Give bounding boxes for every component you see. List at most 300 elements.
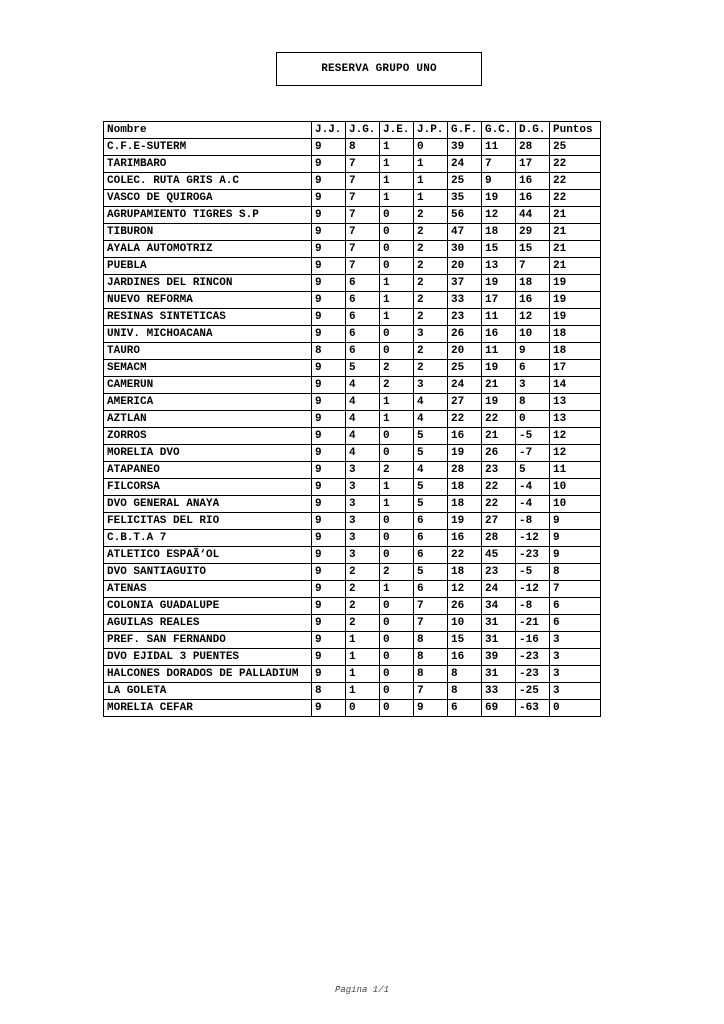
column-header-jg: J.G.	[346, 122, 380, 139]
cell-gc: 9	[482, 173, 516, 190]
column-header-je: J.E.	[380, 122, 414, 139]
cell-gc: 22	[482, 496, 516, 513]
cell-jj: 9	[312, 649, 346, 666]
cell-gc: 16	[482, 326, 516, 343]
cell-jj: 9	[312, 207, 346, 224]
cell-jj: 9	[312, 258, 346, 275]
cell-jg: 1	[346, 666, 380, 683]
cell-je: 2	[380, 360, 414, 377]
cell-name: ATAPANEO	[104, 462, 312, 479]
table-row	[104, 309, 601, 326]
cell-puntos: 3	[550, 632, 601, 649]
cell-jg: 3	[346, 547, 380, 564]
table-row	[104, 258, 601, 275]
cell-name: DVO GENERAL ANAYA	[104, 496, 312, 513]
cell-gf: 23	[448, 309, 482, 326]
cell-jp: 5	[414, 428, 448, 445]
cell-jp: 2	[414, 207, 448, 224]
cell-dg: 28	[516, 139, 550, 156]
cell-jj: 9	[312, 275, 346, 292]
table-row	[104, 411, 601, 428]
cell-dg: -12	[516, 530, 550, 547]
cell-dg: 9	[516, 343, 550, 360]
cell-dg: -23	[516, 649, 550, 666]
cell-name: SEMACM	[104, 360, 312, 377]
cell-gf: 47	[448, 224, 482, 241]
cell-gc: 7	[482, 156, 516, 173]
cell-name: ZORROS	[104, 428, 312, 445]
cell-je: 1	[380, 581, 414, 598]
table-row	[104, 513, 601, 530]
cell-gf: 22	[448, 411, 482, 428]
cell-gf: 12	[448, 581, 482, 598]
cell-puntos: 19	[550, 275, 601, 292]
cell-gc: 22	[482, 411, 516, 428]
cell-name: COLEC. RUTA GRIS A.C	[104, 173, 312, 190]
cell-gf: 26	[448, 326, 482, 343]
table-row	[104, 394, 601, 411]
cell-name: C.B.T.A 7	[104, 530, 312, 547]
cell-dg: 16	[516, 190, 550, 207]
page-footer: Pagina 1/1	[334, 985, 389, 995]
cell-gf: 16	[448, 649, 482, 666]
cell-jg: 1	[346, 649, 380, 666]
cell-jp: 6	[414, 547, 448, 564]
cell-name: AMERICA	[104, 394, 312, 411]
cell-gc: 23	[482, 462, 516, 479]
cell-gc: 28	[482, 530, 516, 547]
cell-name: MORELIA DVO	[104, 445, 312, 462]
cell-jj: 9	[312, 326, 346, 343]
cell-dg: 7	[516, 258, 550, 275]
cell-jg: 3	[346, 496, 380, 513]
cell-gf: 27	[448, 394, 482, 411]
cell-jj: 8	[312, 683, 346, 700]
cell-gf: 26	[448, 598, 482, 615]
cell-jj: 9	[312, 428, 346, 445]
cell-gc: 34	[482, 598, 516, 615]
cell-jp: 2	[414, 275, 448, 292]
cell-name: ATENAS	[104, 581, 312, 598]
table-row	[104, 275, 601, 292]
cell-dg: -8	[516, 513, 550, 530]
cell-gf: 39	[448, 139, 482, 156]
cell-jg: 5	[346, 360, 380, 377]
cell-dg: -7	[516, 445, 550, 462]
cell-puntos: 3	[550, 683, 601, 700]
cell-puntos: 19	[550, 292, 601, 309]
cell-puntos: 8	[550, 564, 601, 581]
cell-name: AGUILAS REALES	[104, 615, 312, 632]
cell-gf: 18	[448, 564, 482, 581]
cell-jp: 5	[414, 445, 448, 462]
cell-gf: 16	[448, 428, 482, 445]
cell-puntos: 19	[550, 309, 601, 326]
cell-puntos: 3	[550, 666, 601, 683]
cell-name: RESINAS SINTETICAS	[104, 309, 312, 326]
cell-jp: 6	[414, 513, 448, 530]
cell-name: FILCORSA	[104, 479, 312, 496]
table-row	[104, 190, 601, 207]
cell-jg: 6	[346, 275, 380, 292]
cell-dg: -21	[516, 615, 550, 632]
cell-jj: 9	[312, 530, 346, 547]
cell-je: 1	[380, 139, 414, 156]
cell-jp: 2	[414, 241, 448, 258]
column-header-name: Nombre	[104, 122, 312, 139]
cell-jg: 3	[346, 530, 380, 547]
cell-jj: 9	[312, 241, 346, 258]
cell-dg: 3	[516, 377, 550, 394]
cell-jp: 1	[414, 173, 448, 190]
cell-dg: 29	[516, 224, 550, 241]
cell-name: TAURO	[104, 343, 312, 360]
cell-gc: 11	[482, 139, 516, 156]
table-row	[104, 666, 601, 683]
cell-jg: 1	[346, 632, 380, 649]
cell-jg: 4	[346, 377, 380, 394]
cell-gc: 17	[482, 292, 516, 309]
cell-jp: 8	[414, 649, 448, 666]
cell-dg: 17	[516, 156, 550, 173]
cell-jg: 1	[346, 683, 380, 700]
cell-jp: 3	[414, 377, 448, 394]
cell-puntos: 6	[550, 615, 601, 632]
cell-name: FELICITAS DEL RIO	[104, 513, 312, 530]
cell-dg: -16	[516, 632, 550, 649]
cell-jg: 0	[346, 700, 380, 717]
cell-jp: 7	[414, 615, 448, 632]
cell-name: NUEVO REFORMA	[104, 292, 312, 309]
cell-je: 0	[380, 513, 414, 530]
cell-name: PREF. SAN FERNANDO	[104, 632, 312, 649]
table-row	[104, 649, 601, 666]
cell-dg: -23	[516, 666, 550, 683]
cell-gc: 11	[482, 343, 516, 360]
cell-jp: 0	[414, 139, 448, 156]
cell-gc: 33	[482, 683, 516, 700]
cell-gc: 27	[482, 513, 516, 530]
cell-jg: 3	[346, 462, 380, 479]
cell-puntos: 6	[550, 598, 601, 615]
cell-jj: 8	[312, 343, 346, 360]
cell-dg: 10	[516, 326, 550, 343]
cell-gc: 11	[482, 309, 516, 326]
cell-puntos: 12	[550, 445, 601, 462]
cell-gf: 24	[448, 156, 482, 173]
cell-gf: 25	[448, 173, 482, 190]
cell-dg: 16	[516, 173, 550, 190]
cell-je: 1	[380, 292, 414, 309]
cell-gc: 23	[482, 564, 516, 581]
cell-gf: 37	[448, 275, 482, 292]
cell-gc: 39	[482, 649, 516, 666]
cell-puntos: 21	[550, 224, 601, 241]
cell-jg: 7	[346, 190, 380, 207]
cell-name: JARDINES DEL RINCON	[104, 275, 312, 292]
cell-gc: 45	[482, 547, 516, 564]
table-header-row	[104, 122, 601, 139]
cell-jj: 9	[312, 190, 346, 207]
cell-puntos: 7	[550, 581, 601, 598]
cell-jg: 2	[346, 564, 380, 581]
cell-jj: 9	[312, 411, 346, 428]
cell-puntos: 22	[550, 156, 601, 173]
cell-gf: 15	[448, 632, 482, 649]
table-body	[104, 139, 601, 717]
table-row	[104, 683, 601, 700]
cell-gf: 18	[448, 496, 482, 513]
cell-gc: 24	[482, 581, 516, 598]
cell-name: MORELIA CEFAR	[104, 700, 312, 717]
cell-jj: 9	[312, 292, 346, 309]
cell-je: 0	[380, 428, 414, 445]
cell-gf: 19	[448, 445, 482, 462]
cell-dg: -25	[516, 683, 550, 700]
cell-gc: 21	[482, 428, 516, 445]
table-row	[104, 445, 601, 462]
cell-dg: 12	[516, 309, 550, 326]
column-header-puntos: Puntos	[550, 122, 601, 139]
cell-jj: 9	[312, 139, 346, 156]
cell-dg: 5	[516, 462, 550, 479]
cell-jj: 9	[312, 462, 346, 479]
cell-je: 0	[380, 683, 414, 700]
table-row	[104, 343, 601, 360]
cell-puntos: 0	[550, 700, 601, 717]
cell-jg: 2	[346, 598, 380, 615]
cell-jg: 8	[346, 139, 380, 156]
cell-jp: 5	[414, 479, 448, 496]
page-title-text: RESERVA GRUPO UNO	[321, 63, 437, 75]
cell-gc: 13	[482, 258, 516, 275]
cell-jg: 4	[346, 394, 380, 411]
cell-je: 1	[380, 190, 414, 207]
cell-jj: 9	[312, 598, 346, 615]
cell-name: COLONIA GUADALUPE	[104, 598, 312, 615]
cell-jg: 4	[346, 445, 380, 462]
cell-jp: 7	[414, 683, 448, 700]
cell-jp: 6	[414, 581, 448, 598]
cell-dg: -4	[516, 496, 550, 513]
cell-dg: 44	[516, 207, 550, 224]
cell-je: 0	[380, 530, 414, 547]
cell-name: AGRUPAMIENTO TIGRES S.P	[104, 207, 312, 224]
cell-jj: 9	[312, 360, 346, 377]
cell-gf: 22	[448, 547, 482, 564]
cell-gc: 26	[482, 445, 516, 462]
cell-puntos: 21	[550, 241, 601, 258]
cell-gc: 19	[482, 275, 516, 292]
cell-puntos: 9	[550, 547, 601, 564]
cell-puntos: 12	[550, 428, 601, 445]
table-row	[104, 462, 601, 479]
table-row	[104, 581, 601, 598]
cell-dg: 6	[516, 360, 550, 377]
cell-gf: 16	[448, 530, 482, 547]
cell-gf: 28	[448, 462, 482, 479]
cell-je: 0	[380, 632, 414, 649]
cell-je: 2	[380, 377, 414, 394]
cell-jp: 8	[414, 666, 448, 683]
cell-je: 0	[380, 224, 414, 241]
cell-jp: 5	[414, 496, 448, 513]
cell-jg: 3	[346, 479, 380, 496]
column-header-gf: G.F.	[448, 122, 482, 139]
cell-gf: 10	[448, 615, 482, 632]
cell-je: 2	[380, 564, 414, 581]
cell-jp: 4	[414, 394, 448, 411]
cell-dg: 18	[516, 275, 550, 292]
cell-jp: 5	[414, 564, 448, 581]
cell-je: 0	[380, 326, 414, 343]
cell-gf: 30	[448, 241, 482, 258]
cell-puntos: 9	[550, 513, 601, 530]
cell-je: 0	[380, 615, 414, 632]
cell-name: UNIV. MICHOACANA	[104, 326, 312, 343]
cell-gc: 19	[482, 360, 516, 377]
cell-gf: 20	[448, 258, 482, 275]
table-row	[104, 139, 601, 156]
cell-name: CAMERUN	[104, 377, 312, 394]
cell-je: 0	[380, 547, 414, 564]
cell-puntos: 3	[550, 649, 601, 666]
cell-name: DVO SANTIAGUITO	[104, 564, 312, 581]
cell-je: 0	[380, 649, 414, 666]
cell-je: 0	[380, 666, 414, 683]
cell-jj: 9	[312, 700, 346, 717]
cell-jj: 9	[312, 479, 346, 496]
cell-jj: 9	[312, 513, 346, 530]
table-row	[104, 156, 601, 173]
cell-je: 0	[380, 207, 414, 224]
cell-jp: 8	[414, 632, 448, 649]
table-row	[104, 700, 601, 717]
cell-gc: 31	[482, 632, 516, 649]
cell-je: 1	[380, 275, 414, 292]
table-row	[104, 360, 601, 377]
cell-gc: 69	[482, 700, 516, 717]
cell-jp: 9	[414, 700, 448, 717]
cell-gf: 20	[448, 343, 482, 360]
cell-puntos: 25	[550, 139, 601, 156]
cell-jj: 9	[312, 377, 346, 394]
cell-jp: 2	[414, 292, 448, 309]
cell-puntos: 13	[550, 394, 601, 411]
cell-gf: 35	[448, 190, 482, 207]
cell-jj: 9	[312, 581, 346, 598]
cell-je: 1	[380, 309, 414, 326]
cell-gf: 19	[448, 513, 482, 530]
cell-je: 1	[380, 411, 414, 428]
cell-jj: 9	[312, 394, 346, 411]
table-row	[104, 428, 601, 445]
cell-je: 1	[380, 479, 414, 496]
cell-jg: 7	[346, 224, 380, 241]
cell-name: C.F.E-SUTERM	[104, 139, 312, 156]
table-row	[104, 479, 601, 496]
cell-jj: 9	[312, 632, 346, 649]
cell-jg: 7	[346, 241, 380, 258]
cell-gc: 15	[482, 241, 516, 258]
cell-name: DVO EJIDAL 3 PUENTES	[104, 649, 312, 666]
cell-jj: 9	[312, 173, 346, 190]
cell-jg: 6	[346, 326, 380, 343]
cell-puntos: 17	[550, 360, 601, 377]
table-row	[104, 241, 601, 258]
cell-gf: 8	[448, 666, 482, 683]
cell-dg: -5	[516, 428, 550, 445]
cell-puntos: 21	[550, 258, 601, 275]
cell-dg: -5	[516, 564, 550, 581]
cell-jp: 1	[414, 156, 448, 173]
cell-jj: 9	[312, 666, 346, 683]
table-row	[104, 632, 601, 649]
cell-je: 1	[380, 156, 414, 173]
cell-puntos: 22	[550, 190, 601, 207]
cell-puntos: 21	[550, 207, 601, 224]
cell-gf: 6	[448, 700, 482, 717]
cell-je: 0	[380, 343, 414, 360]
cell-name: LA GOLETA	[104, 683, 312, 700]
table-row	[104, 377, 601, 394]
cell-puntos: 22	[550, 173, 601, 190]
cell-jg: 2	[346, 615, 380, 632]
cell-dg: 8	[516, 394, 550, 411]
cell-dg: -8	[516, 598, 550, 615]
cell-jg: 6	[346, 292, 380, 309]
cell-gc: 19	[482, 394, 516, 411]
page-title	[276, 52, 482, 86]
cell-gc: 31	[482, 666, 516, 683]
table-row	[104, 292, 601, 309]
cell-jj: 9	[312, 615, 346, 632]
cell-name: TIBURON	[104, 224, 312, 241]
cell-jp: 2	[414, 360, 448, 377]
cell-jp: 7	[414, 598, 448, 615]
cell-jp: 3	[414, 326, 448, 343]
cell-gc: 31	[482, 615, 516, 632]
cell-jg: 2	[346, 581, 380, 598]
cell-jp: 2	[414, 343, 448, 360]
table-row	[104, 173, 601, 190]
cell-puntos: 18	[550, 326, 601, 343]
cell-dg: -23	[516, 547, 550, 564]
cell-je: 0	[380, 258, 414, 275]
cell-jg: 3	[346, 513, 380, 530]
cell-name: HALCONES DORADOS DE PALLADIUM	[104, 666, 312, 683]
cell-je: 2	[380, 462, 414, 479]
cell-jj: 9	[312, 156, 346, 173]
cell-je: 1	[380, 173, 414, 190]
cell-puntos: 9	[550, 530, 601, 547]
cell-name: PUEBLA	[104, 258, 312, 275]
cell-dg: -12	[516, 581, 550, 598]
cell-jj: 9	[312, 309, 346, 326]
cell-puntos: 11	[550, 462, 601, 479]
cell-jp: 6	[414, 530, 448, 547]
cell-gf: 18	[448, 479, 482, 496]
cell-jp: 4	[414, 462, 448, 479]
table-row	[104, 547, 601, 564]
cell-jg: 7	[346, 156, 380, 173]
cell-dg: 16	[516, 292, 550, 309]
cell-name: AYALA AUTOMOTRIZ	[104, 241, 312, 258]
cell-puntos: 18	[550, 343, 601, 360]
cell-jg: 7	[346, 258, 380, 275]
cell-jg: 6	[346, 343, 380, 360]
cell-je: 0	[380, 241, 414, 258]
